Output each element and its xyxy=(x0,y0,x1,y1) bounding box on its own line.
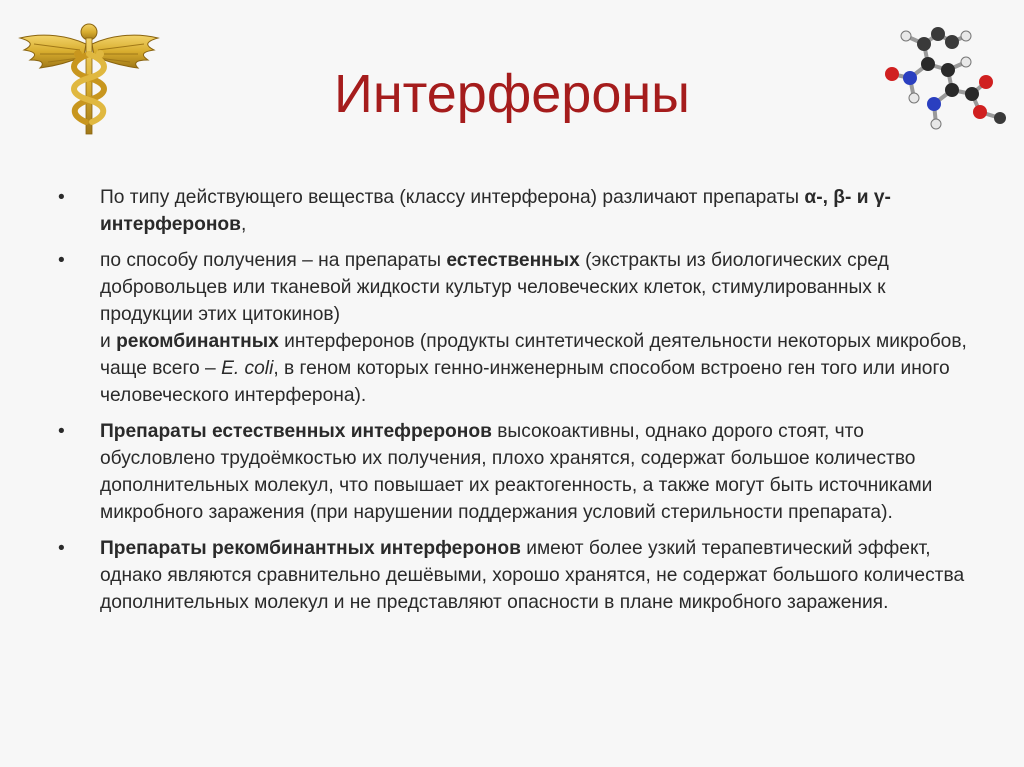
item-text: , xyxy=(240,214,247,235)
list-item xyxy=(58,184,978,238)
page-title: Интерфероны xyxy=(334,64,690,124)
list-item xyxy=(58,247,978,409)
item-bold: рекомбинантных xyxy=(116,331,279,352)
item-text: (экстракты из биологических сред добровольцев или тканевой жидкости культур человеческих клеток, стимулированных к продукции этих цитокинов) xyxy=(100,250,889,325)
item-bold: Препараты естественных интефреронов xyxy=(100,421,492,442)
item-bold: α-, β- и γ-интерферонов xyxy=(100,187,891,235)
content-body xyxy=(58,184,978,625)
item-bold: Препараты рекомбинантных интерферонов xyxy=(100,538,521,559)
bullet-icon: • xyxy=(58,421,65,442)
list-item xyxy=(58,535,978,616)
item-text: интерферонов (продукты синтетической деятельности некоторых микробов, чаще всего – xyxy=(100,331,967,379)
list-item xyxy=(58,418,978,526)
item-text: имеют более узкий терапевтический эффект, однако являются сравнительно дешёвыми, хорошо хранятся, не содержат большого количества дополнительных молекул и не представляют опасности в плане микробного заражения. xyxy=(100,538,965,613)
item-text: По типу действующего вещества (классу интерферона) различают препараты xyxy=(100,187,805,208)
item-text: , в геном которых генно-инженерным способом встроено ген того или иного человеческого интерферона). xyxy=(100,358,950,406)
item-italic: E. coli xyxy=(221,358,274,379)
item-text: и xyxy=(100,331,117,352)
bullet-icon: • xyxy=(58,250,65,271)
bullet-list xyxy=(58,184,978,616)
bullet-icon: • xyxy=(58,538,65,559)
bullet-icon: • xyxy=(58,187,65,208)
item-text: по способу получения – на препараты xyxy=(100,250,447,271)
item-text: высокоактивны, однако дорого стоят, что обусловлено трудоёмкостью их получения, плохо хранятся, содержат большое количество дополнительных молекул, что повышает их реактогенность, а также могут быть источниками микробного заражения (при нарушении поддержания условий стерильности препарата). xyxy=(100,421,933,523)
item-bold: естественных xyxy=(446,250,580,271)
